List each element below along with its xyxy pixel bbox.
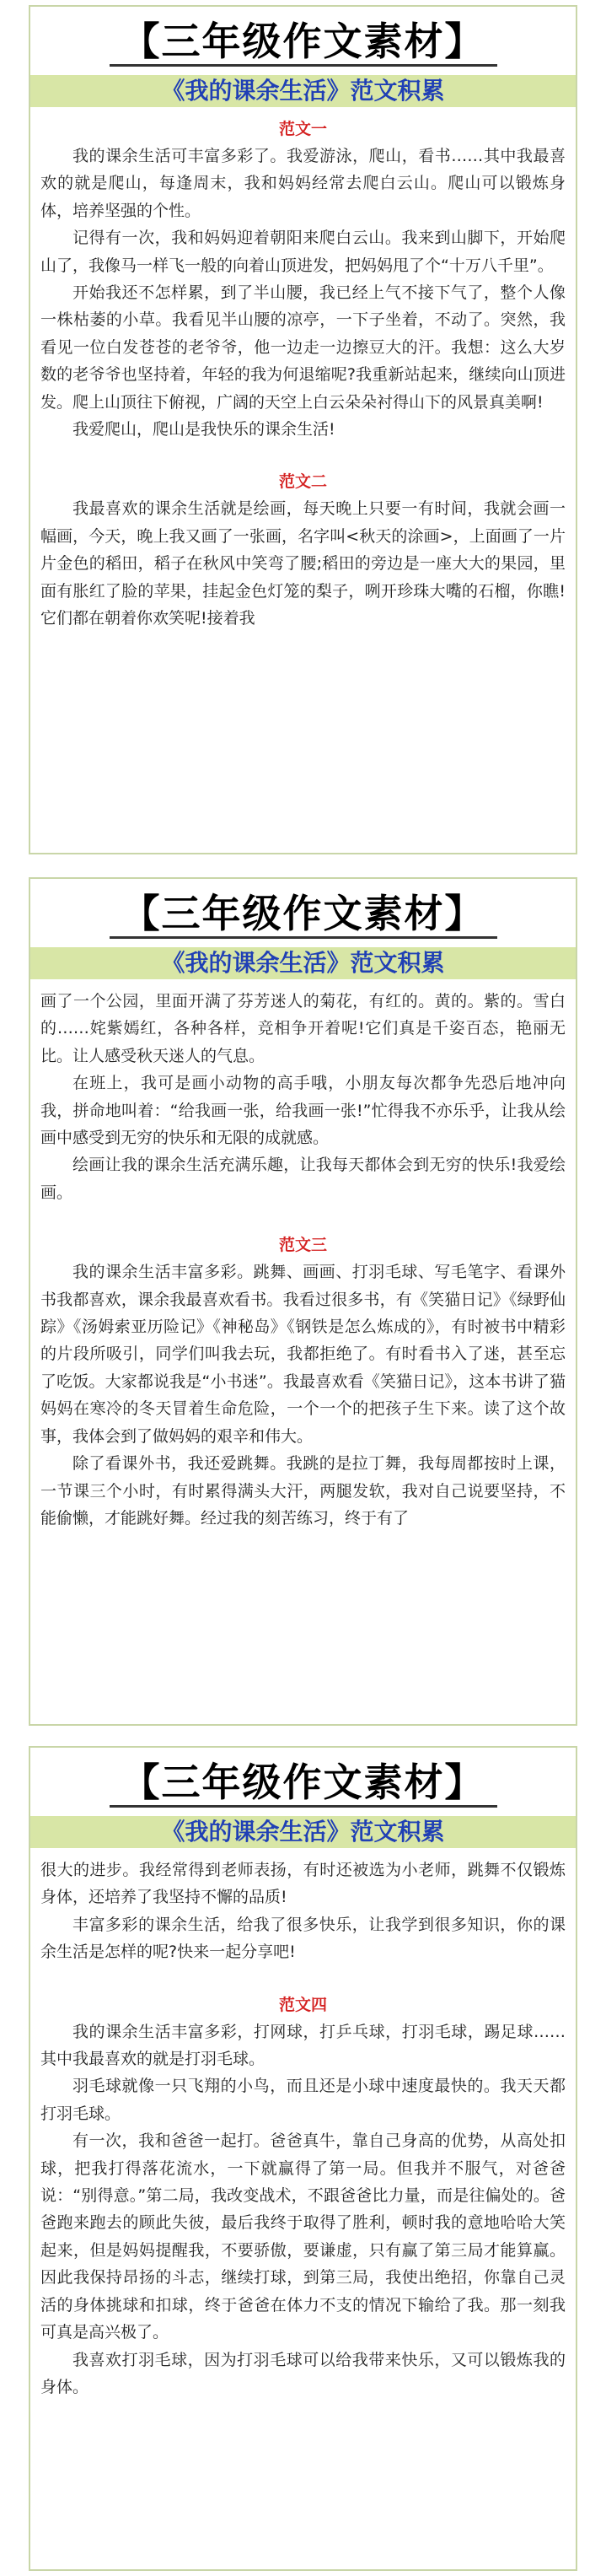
paragraph: 有一次，我和爸爸一起打。爸爸真牛，靠自己身高的优势，从高处扣球，把我打得落花流水，一下就赢得了第一局。但我并不服气，对爸爸说：“别得意。”第二局，我改变战术，不跟爸爸比力量，而是往偏处的。爸爸跑来跑去的顾此失彼，最后我终于取得了胜利，顿时我的意地哈哈大笑起来，但是妈妈提醒我，不要骄傲，要谦虚，只有赢了第三局才能算赢。因此我保持昂扬的斗志，继续打球，到第三局，我使出绝招，你靠自己灵活的身体挑球和扣球，终于爸爸在体力不支的情况下输给了我。那一刻我可真是高兴极了。 [40,2131,566,2342]
section-spacer [40,443,566,468]
paragraph: 我的课余生活可丰富多彩了。我爱游泳，爬山，看书……其中我最喜欢的就是爬山，每逢周末，我和妈妈经常去爬白云山。爬山可以锻炼身体，培养坚强的个性。 [40,147,566,220]
section-heading: 范文二 [278,472,327,492]
document-page-3 [29,1746,577,2571]
page-subtitle: 《我的课余生活》范文积累 [30,1816,576,1848]
paragraph: 很大的进步。我经常得到老师表扬，有时还被选为小老师，跳舞不仅锻炼身体，还培养了我坚持不懈的品质! [40,1861,566,1907]
paragraph: 羽毛球就像一只飞翔的小鸟，而且还是小球中速度最快的。我天天都打羽毛球。 [40,2077,566,2123]
article-body [30,110,576,633]
section-heading: 范文四 [278,1995,327,2014]
paragraph: 除了看课外书，我还爱跳舞。我跳的是拉丁舞，我每周都按时上课，一节课三个小时，有时累得满头大汗，两腿发软，我对自己说要坚持，不能偷懒，才能跳好舞。经过我的刻苦练习，终于有了 [40,1454,566,1528]
article-body [30,1851,576,2401]
page-title: 【三年级作文素材】 [30,891,576,939]
page-title: 【三年级作文素材】 [30,19,576,67]
paragraph: 在班上，我可是画小动物的高手哦，小朋友每次都争先恐后地冲向我，拼命地叫着：“给我画一张，给我画一张!”忙得我不亦乐乎，让我从绘画中感受到无穷的快乐和无限的成就感。 [40,1074,566,1148]
page-title: 【三年级作文素材】 [30,1760,576,1808]
section-spacer [40,1966,566,1991]
paragraph: 丰富多彩的课余生活，给我了很多快乐，让我学到很多知识，你的课余生活是怎样的呢?快来一起分享吧! [40,1915,566,1962]
paragraph: 记得有一次，我和妈妈迎着朝阳来爬白云山。我来到山脚下，开始爬山了，我像马一样飞一般的向着山顶进发，把妈妈甩了个“十万八千里”。 [40,229,566,275]
section-spacer [40,1206,566,1231]
document-page-1 [29,5,577,854]
document-page-2 [29,877,577,1726]
paragraph: 开始我还不怎样累，到了半山腰，我已经上气不接下气了，整个人像一株枯萎的小草。我看见半山腰的凉亭，一下子坐着，不动了。突然，我看见一位白发苍苍的老爷爷，他一边走一边擦豆大的汗。我想：这么大岁数的老爷爷也坚持着，年轻的我为何退缩呢?我重新站起来，继续向山顶进发。爬上山顶往下俯视，广阔的天空上白云朵朵衬得山下的风景真美啊! [40,283,566,412]
section-heading: 范文一 [278,120,327,138]
paragraph: 我的课余生活丰富多彩。跳舞、画画、打羽毛球、写毛笔字、看课外书我都喜欢，课余我最喜欢看书。我看过很多书，有《笑猫日记》《绿野仙踪》《汤姆索亚历险记》《神秘岛》《钢铁是怎么炼成的》，有时被书中精彩的片段所吸引，同学们叫我去玩，我都拒绝了。有时看书入了迷，甚至忘了吃饭。大家都说我是“小书迷”。我最喜欢看《笑猫日记》，这本书讲了猫妈妈在寒冷的冬天冒着生命危险，一个一个的把孩子生下来。读了这个故事，我体会到了做妈妈的艰辛和伟大。 [40,1263,566,1446]
page-subtitle: 《我的课余生活》范文积累 [30,947,576,979]
page-subtitle: 《我的课余生活》范文积累 [30,75,576,107]
article-body [30,983,576,1532]
paragraph: 我最喜欢的课余生活就是绘画，每天晚上只要一有时间，我就会画一幅画，今天，晚上我又画了一张画，名字叫<秋天的涂画>，上面画了一片片金色的稻田，稻子在秋风中笑弯了腰;稻田的旁边是一座大大的果园，里面有胀红了脸的苹果，挂起金色灯笼的梨子，咧开珍珠大嘴的石榴，你瞧!它们都在朝着你欢笑呢!接着我 [40,499,566,628]
paragraph: 绘画让我的课余生活充满乐趣，让我每天都体会到无穷的快乐!我爱绘画。 [40,1156,566,1202]
paragraph: 画了一个公园，里面开满了芬芳迷人的菊花，有红的。黄的。紫的。雪白的……姹紫嫣红，各种各样，竞相争开着呢!它们真是千姿百态，艳丽无比。让人感受秋天迷人的气息。 [40,992,566,1065]
section-heading: 范文三 [278,1236,327,1255]
paragraph: 我喜欢打羽毛球，因为打羽毛球可以给我带来快乐，又可以锻炼我的身体。 [40,2350,566,2396]
paragraph: 我爱爬山，爬山是我快乐的课余生活! [72,420,335,439]
paragraph: 我的课余生活丰富多彩，打网球，打乒乓球，打羽毛球，踢足球……其中我最喜欢的就是打羽毛球。 [40,2022,566,2069]
